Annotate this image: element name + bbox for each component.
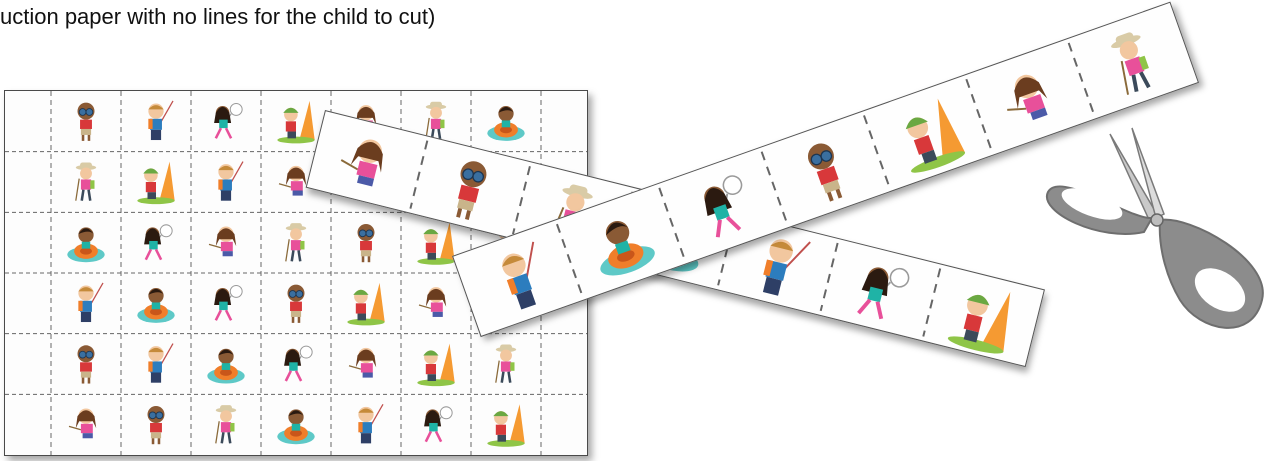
net-girl-icon — [698, 174, 756, 239]
fishing-boy-icon — [148, 101, 173, 140]
binoculars-boy-icon — [78, 103, 95, 141]
cut-line — [557, 224, 582, 296]
net-girl-icon — [214, 285, 242, 320]
scissors-pivot — [1151, 214, 1163, 226]
tube-girl-icon — [587, 212, 659, 281]
fishing-boy-icon — [218, 162, 243, 201]
cut-line — [864, 115, 889, 187]
binoculars-boy-icon — [358, 224, 375, 262]
scissors-icon — [1040, 120, 1275, 350]
hiker-girl-icon — [496, 344, 516, 382]
tent-camper-icon — [487, 404, 524, 447]
tent-camper-icon — [417, 222, 454, 264]
hiker-girl-icon — [286, 223, 306, 261]
net-girl-icon — [284, 346, 312, 381]
fishing-boy-icon — [148, 344, 173, 383]
stick-girl-icon — [279, 166, 306, 196]
cut-line — [966, 79, 991, 151]
tube-girl-icon — [67, 227, 104, 262]
binoculars-boy-icon — [288, 285, 305, 323]
stick-girl-icon — [209, 227, 236, 257]
fishing-boy-icon — [759, 233, 810, 300]
binoculars-boy-icon — [78, 345, 95, 383]
binoculars-boy-icon — [148, 406, 165, 444]
tent-camper-icon — [347, 283, 384, 326]
stick-girl-icon — [69, 409, 96, 439]
tube-girl-icon — [137, 288, 174, 323]
cut-line — [762, 152, 787, 224]
net-girl-icon — [856, 261, 911, 323]
cut-line — [513, 166, 530, 234]
hiker-girl-icon — [1109, 29, 1158, 95]
cut-line — [923, 269, 940, 337]
cut-line — [659, 188, 684, 260]
binoculars-boy-icon — [804, 140, 848, 204]
stick-girl-icon — [349, 348, 376, 378]
tube-girl-icon — [487, 106, 524, 141]
tube-girl-icon — [207, 349, 244, 384]
cut-line — [821, 243, 838, 311]
hiker-girl-icon — [426, 102, 446, 140]
tent-camper-icon — [277, 101, 314, 144]
tent-camper-icon — [417, 344, 454, 387]
cut-line — [410, 141, 427, 209]
tent-camper-icon — [137, 162, 174, 205]
stick-girl-icon — [419, 287, 446, 317]
tube-girl-icon — [277, 409, 314, 444]
fishing-boy-icon — [78, 283, 103, 322]
net-girl-icon — [214, 103, 242, 138]
binoculars-boy-icon — [450, 158, 489, 221]
stick-girl-icon — [337, 134, 388, 188]
cut-line — [1069, 43, 1094, 115]
net-girl-icon — [144, 225, 172, 260]
tent-camper-icon — [891, 96, 967, 176]
net-girl-icon — [424, 407, 452, 442]
hiker-girl-icon — [76, 162, 96, 200]
fishing-boy-icon — [498, 242, 553, 311]
instruction-caption: uction paper with no lines for the child to cut) — [0, 4, 436, 29]
tent-camper-icon — [947, 280, 1018, 357]
hiker-girl-icon — [216, 405, 236, 443]
fishing-boy-icon — [358, 404, 383, 443]
stick-girl-icon — [998, 70, 1052, 127]
